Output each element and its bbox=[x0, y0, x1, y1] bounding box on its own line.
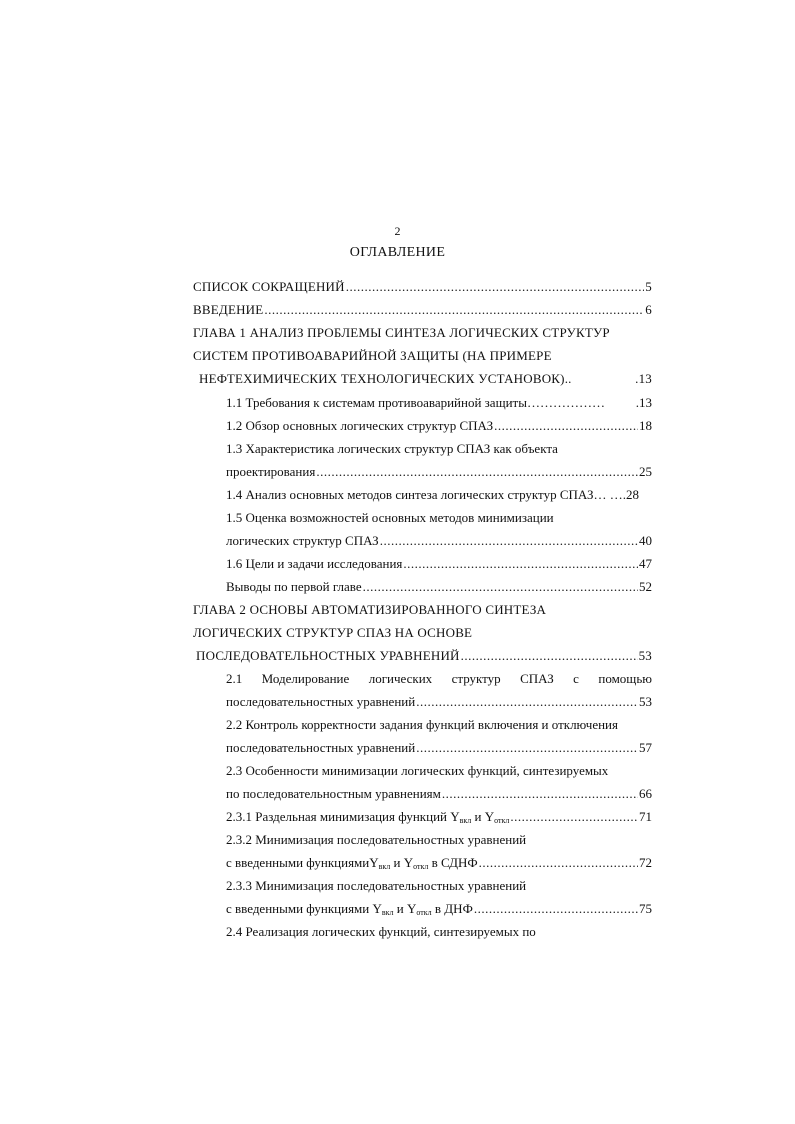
toc-entry-page: 6 bbox=[645, 302, 652, 317]
toc-entry-2-2-line2[interactable] bbox=[226, 738, 652, 758]
toc-entry-introduction[interactable] bbox=[193, 300, 652, 320]
toc-text: и Y bbox=[390, 855, 414, 870]
subscript-vkl: вкл bbox=[381, 908, 394, 917]
toc-chapter2-line1[interactable]: ГЛАВА 2 ОСНОВЫ АВТОМАТИЗИРОВАННОГО СИНТЕЗА bbox=[193, 602, 547, 617]
toc-chapter1-line1[interactable]: ГЛАВА 1 АНАЛИЗ ПРОБЛЕМЫ СИНТЕЗА ЛОГИЧЕСКИХ СТРУКТУР bbox=[193, 325, 610, 340]
toc-leader-dots bbox=[416, 738, 638, 758]
toc-entry-title bbox=[226, 853, 478, 873]
toc-entry-title: 1.2 Обзор основных логических структур СПАЗ bbox=[226, 418, 494, 433]
toc-entry-2-1-line2[interactable] bbox=[226, 692, 652, 712]
toc-entry-title: ПОСЛЕДОВАТЕЛЬНОСТНЫХ УРАВНЕНИЙ bbox=[196, 648, 460, 663]
toc-word: Моделирование bbox=[261, 671, 350, 686]
toc-entry-page: 52 bbox=[639, 579, 652, 594]
toc-entry-2-4-line1[interactable]: 2.4 Реализация логических функций, синтезируемых по bbox=[226, 924, 536, 939]
toc-entry-page: 47 bbox=[639, 556, 652, 571]
toc-entry-2-3-1[interactable] bbox=[226, 807, 652, 827]
toc-entry-2-2-line1[interactable]: 2.2 Контроль корректности задания функций включения и отключения bbox=[226, 717, 618, 732]
toc-leader-dots bbox=[510, 807, 638, 827]
toc-entry-title: СПИСОК СОКРАЩЕНИЙ bbox=[193, 279, 345, 294]
subscript-otkl: откл bbox=[413, 862, 429, 871]
toc-entry-title: 1.6 Цели и задачи исследования bbox=[226, 556, 403, 571]
toc-entry-page: 40 bbox=[639, 533, 652, 548]
toc-entry-page: 66 bbox=[639, 786, 652, 801]
toc-entry-abbreviations[interactable] bbox=[193, 277, 652, 297]
toc-entry-1-3-line1[interactable]: 1.3 Характеристика логических структур СПАЗ как объекта bbox=[226, 441, 558, 456]
toc-entry-1-2[interactable] bbox=[226, 416, 652, 436]
toc-entry-title: проектирования bbox=[226, 464, 316, 479]
subscript-otkl: откл bbox=[416, 908, 432, 917]
toc-word: помощью bbox=[598, 671, 652, 686]
toc-text: и Y bbox=[471, 809, 495, 824]
toc-entry-chapter1-conclusions[interactable] bbox=[226, 577, 652, 597]
toc-entry-title: последовательностных уравнений bbox=[226, 694, 416, 709]
subscript-vkl: вкл bbox=[459, 816, 472, 825]
toc-entry-title: Выводы по первой главе bbox=[226, 579, 362, 594]
toc-entry-1-5-line1[interactable]: 1.5 Оценка возможностей основных методов минимизации bbox=[226, 510, 554, 525]
toc-word: логических bbox=[368, 671, 433, 686]
subscript-vkl: вкл bbox=[378, 862, 391, 871]
toc-entry-title: последовательностных уравнений bbox=[226, 740, 416, 755]
toc-entry-title: 1.1 Требования к системам противоаварийной защиты……………… bbox=[226, 395, 605, 410]
toc-leader-dots bbox=[416, 692, 638, 712]
toc-entry-title: ВВЕДЕНИЕ bbox=[193, 302, 264, 317]
toc-entry-page: 18 bbox=[639, 418, 652, 433]
toc-leader-dots bbox=[442, 784, 638, 804]
toc-word: 2.1 bbox=[226, 671, 243, 686]
toc-entry-title bbox=[226, 899, 473, 919]
toc-word: структур bbox=[451, 671, 501, 686]
toc-entry-page: 75 bbox=[639, 901, 652, 916]
toc-leader-dots bbox=[479, 853, 638, 873]
page-number: 2 bbox=[394, 224, 401, 238]
toc-chapter2-line3[interactable] bbox=[196, 646, 652, 666]
toc-entry-page: 72 bbox=[639, 855, 652, 870]
toc-text: и Y bbox=[393, 901, 417, 916]
toc-entry-1-3-line2[interactable] bbox=[226, 462, 652, 482]
toc-entry-title: логических структур СПАЗ bbox=[226, 533, 379, 548]
toc-entry-2-3-2-line2[interactable] bbox=[226, 853, 652, 873]
toc-entry-2-3-3-line1[interactable]: 2.3.3 Минимизация последовательностных уравнений bbox=[226, 878, 527, 893]
toc-word: СПАЗ bbox=[520, 671, 554, 686]
toc-entry-page: 28 bbox=[625, 487, 639, 502]
toc-text: с введенными функциями Y bbox=[226, 901, 382, 916]
toc-entry-2-3-2-line1[interactable]: 2.3.2 Минимизация последовательностных уравнений bbox=[226, 832, 527, 847]
toc-entry-1-1[interactable] bbox=[226, 393, 652, 413]
toc-text: в СДНФ bbox=[428, 855, 478, 870]
toc-word: с bbox=[573, 671, 579, 686]
toc-entry-title: 1.4 Анализ основных методов синтеза логических структур СПАЗ… …. bbox=[226, 487, 626, 502]
toc-chapter1-line2[interactable]: СИСТЕМ ПРОТИВОАВАРИЙНОЙ ЗАЩИТЫ (НА ПРИМЕРЕ bbox=[193, 348, 552, 363]
toc-entry-page: .13 bbox=[635, 371, 652, 386]
toc-entry-title bbox=[226, 807, 509, 827]
toc-leader-dots bbox=[380, 531, 638, 551]
toc-entry-1-6[interactable] bbox=[226, 554, 652, 574]
toc-entry-page: .13 bbox=[635, 395, 652, 410]
page-margin-top bbox=[0, 0, 795, 205]
toc-entry-page: 53 bbox=[639, 694, 652, 709]
toc-entry-title: НЕФТЕХИМИЧЕСКИХ ТЕХНОЛОГИЧЕСКИХ УСТАНОВОК).. bbox=[199, 371, 572, 386]
toc-entry-2-3-line1[interactable]: 2.3 Особенности минимизации логических функций, синтезируемых bbox=[226, 763, 609, 778]
toc-text: с введенными функциямиY bbox=[226, 855, 379, 870]
toc-entry-1-5-line2[interactable] bbox=[226, 531, 652, 551]
toc-leader-dots bbox=[494, 416, 638, 436]
toc-entry-page: 25 bbox=[639, 464, 652, 479]
toc-entry-title: по последовательностным уравнениям bbox=[226, 786, 441, 801]
toc-entry-page: 5 bbox=[645, 279, 652, 294]
toc-leader-dots bbox=[264, 300, 644, 320]
toc-leader-dots bbox=[346, 277, 645, 297]
page-title: ОГЛАВЛЕНИЕ bbox=[349, 245, 446, 260]
toc-text: 2.3.1 Раздельная минимизация функций Y bbox=[226, 809, 460, 824]
toc-leader-dots bbox=[316, 462, 638, 482]
toc-chapter1-line3[interactable] bbox=[199, 369, 652, 389]
toc-entry-1-4[interactable] bbox=[226, 485, 652, 505]
toc-leader-dots bbox=[461, 646, 638, 666]
toc-entry-2-3-line2[interactable] bbox=[226, 784, 652, 804]
toc-entry-2-3-3-line2[interactable] bbox=[226, 899, 652, 919]
toc-leader-dots bbox=[474, 899, 638, 919]
toc-text: в ДНФ bbox=[431, 901, 473, 916]
toc-entry-2-1-line1[interactable] bbox=[226, 669, 652, 689]
subscript-otkl: откл bbox=[494, 816, 510, 825]
toc-entry-page: 71 bbox=[639, 809, 652, 824]
toc-leader-dots bbox=[363, 577, 638, 597]
toc-entry-page: 53 bbox=[638, 648, 652, 663]
toc-leader-dots bbox=[403, 554, 638, 574]
toc-chapter2-line2[interactable]: ЛОГИЧЕСКИХ СТРУКТУР СПАЗ НА ОСНОВЕ bbox=[193, 625, 473, 640]
toc-entry-page: 57 bbox=[639, 740, 652, 755]
